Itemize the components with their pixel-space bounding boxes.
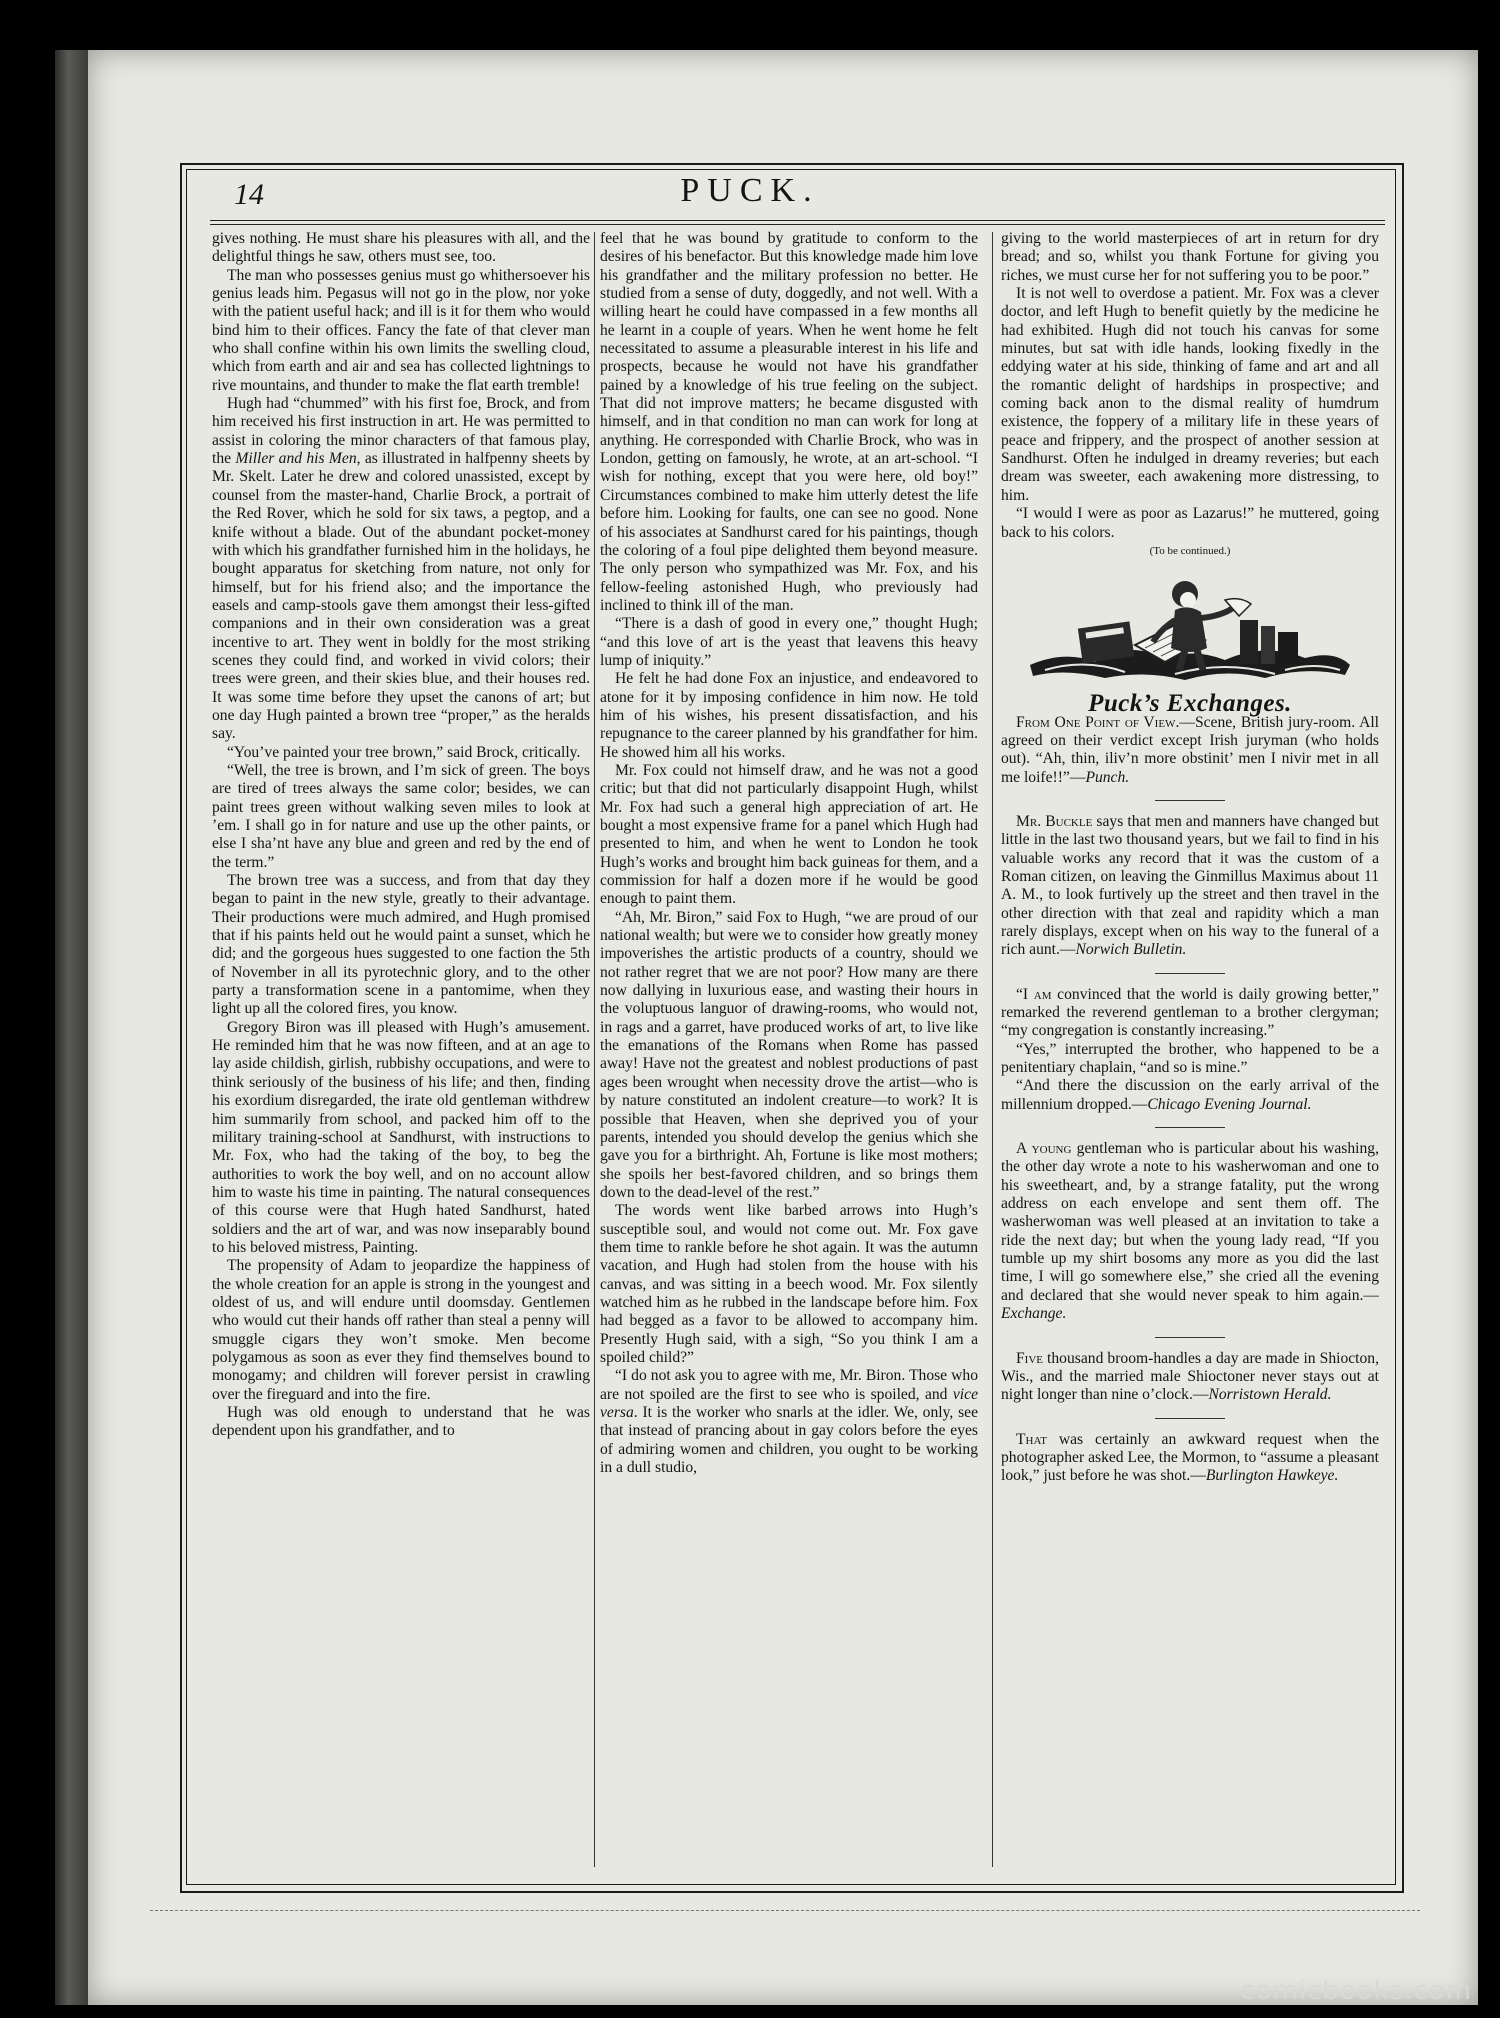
separator-rule xyxy=(1155,1337,1225,1338)
play-title: Miller and his Men xyxy=(235,450,357,468)
paragraph: Hugh was old enough to understand that he was dependent upon his grandfather, and to xyxy=(212,1404,590,1440)
masthead-title: PUCK. xyxy=(680,172,820,209)
paragraph: Gregory Biron was ill pleased with Hugh’s amusement. He reminded him that he was now fifteen, and at an age to lay aside childish, girlish, rubbishy occupations, and were to think seriously of the business of his life; and then, finding his exordium disregarded, the irate old gentleman withdrew him summarily from school, and packed him off to the military training-school at Sandhurst, with instructions to Mr. Fox, who had the taking of the boy, to beg the authorities to work the boy well, and on no account allow him to waste his time in painting. The natural consequences of this course were that Hugh hated Sandhurst, hated soldiers and the art of war, and was now inseparably bound to his beloved mistress, Painting. xyxy=(212,1018,590,1256)
exchange-item: “Yes,” interrupted the brother, who happened to be a penitentiary chaplain, “and so is mine.” xyxy=(1001,1040,1379,1077)
column-rule-1 xyxy=(594,232,595,1867)
watermark: comicbooks.com xyxy=(1240,1976,1472,2006)
paragraph: The propensity of Adam to jeopardize the happiness of the whole creation for an apple is strong in the youngest and oldest of us, and will endure until doomsday. Gentlemen who would cut their hands off rather than steal a penny will smuggle cigars they won’t smoke. Men become polygamous as soon as ever they find themselves bound to monogamy; and children will forever persist in crawling over the fireguard and into the fire. xyxy=(212,1257,590,1403)
separator-rule xyxy=(1155,973,1225,974)
header-rule-double xyxy=(210,224,1385,225)
separator-rule xyxy=(1155,800,1225,801)
exchange-item: Five thousand broom-handles a day are made in Shiocton, Wis., and the married male Shioctoner never stays out at night longer than nine o’clock.—Norristown Herald. xyxy=(1001,1349,1379,1404)
separator-rule xyxy=(1155,1127,1225,1128)
exchange-item: From One Point of View.—Scene, British jury-room. All agreed on their verdict except Irish juryman (who holds out). “Ah, thin, iliv’n more obstinit’ men I nivir met in all me loife!!”—Punch. xyxy=(1001,713,1379,786)
page-edge xyxy=(55,50,88,2005)
exchange-item: A young gentleman who is particular about his washing, the other day wrote a note to his washerwoman and one to his sweetheart, and, by a strange fatality, put the wrong address on each envelope and sent them off. The washerwoman was well pleased at an invitation to take a ride the next day; but when the young lady read, “If you tumble up my shirt bosoms any more as you did the last time, I will go somewhere else,” she cried all the evening and declared that she would never speak to him again.—Exchange. xyxy=(1001,1140,1379,1323)
paragraph: “Ah, Mr. Biron,” said Fox to Hugh, “we are proud of our national wealth; but were we to consider how greatly money impoverishes the artistic products of a country, should we not rather regret that we are not poor? How many are there now dallying in luxurious ease, and wasting their hours in the voluptuous languor of drawing-rooms, who would not, in rags and a garret, have produced works of art, to live like the emanations of the Romans when Rome has passed away! Have not the greatest and noblest productions of past ages been wrought when necessity drove the artist—who is by nature constituted an indolent creature—to work? It is possible that Heaven, when she deprived you of your parents, intended you should develop the genius which she gave you for a birthright. Ah, Fortune is like most mothers; she spoils her best-favored children, and so brings them down to the dead-level of the rest.” xyxy=(600,908,978,1201)
exchange-source: Norwich Bulletin. xyxy=(1075,941,1187,959)
paragraph: The man who possesses genius must go whithersoever his genius leads him. Pegasus will not go in the plow, nor yoke with the patient useful hack; and ill is it for them who would bind him to their offices. Fancy the fate of that clever man who shall confine within his own limits the swelling cloud, which from earth and air and sea has collected lightnings to rive mountains, and thunder to make the flat earth tremble! xyxy=(212,266,590,394)
paragraph: gives nothing. He must share his pleasures with all, and the delightful things he saw, others must see, too. xyxy=(212,230,590,266)
paragraph: “I do not ask you to agree with me, Mr. Biron. Those who are not spoiled are the first to see who is spoiled, and vice versa. It is the worker who snarls at the idler. We, only, see that instead of prancing about in gay colors before the eyes of admiring women and children, you ought to be working in a dull studio, xyxy=(600,1367,978,1477)
exchange-source: Norristown Herald. xyxy=(1208,1386,1332,1404)
column-2 xyxy=(600,230,978,1870)
separator-rule xyxy=(1155,1418,1225,1419)
exchange-source: Burlington Hawkeye. xyxy=(1205,1467,1339,1485)
exchange-item: “And there the discussion on the early arrival of the millennium dropped.—Chicago Evening Journal. xyxy=(1001,1077,1379,1113)
exchanges-vignette-illustration xyxy=(1025,570,1355,695)
exchange-source: Punch. xyxy=(1085,768,1130,786)
exchange-item: That was certainly an awkward request when the photographer asked Lee, the Mormon, to “assume a pleasant look,” just before he was shot.—Burlington Hawkeye. xyxy=(1001,1430,1379,1485)
paragraph: Mr. Fox could not himself draw, and he was not a good critic; but that did not particularly disappoint Hugh, whilst Mr. Fox had such a general high appreciation of art. He bought a most expensive frame for a panel which Hugh had presented to him, and when he went to London he took Hugh’s works and brought him back guineas for them, and a commission for half a dozen more if he would be good enough to paint them. xyxy=(600,761,978,908)
exchanges-section-title: Puck’s Exchanges. xyxy=(1088,690,1292,718)
paragraph: Hugh had “chummed” with his first foe, Brock, and from him received his first instruction in art. He was permitted to assist in coloring the minor characters of that famous play, the Miller and his Men, as illustrated in halfpenny sheets by Mr. Skelt. Later he drew and colored unassisted, except by counsel from the master-hand, Charlie Brock, a portrait of the Red Rover, which he sold for six taws, a pegtop, and a knife without a blade. Out of the abundant pocket-money with which his grandfather furnished him in the holidays, he bought apparatus for sketching from nature, not only for himself, but for his friend also; and the importance the easels and camp-stools gave them amongst their less-gifted companions and in their own consideration was a great incentive to art. They went in boldly for the most striking scenes they could find, and worked in vivid colors; their trees were green, and their skies blue, and their houses red. It was some time before they upset the canons of art; but one day Hugh painted a brown tree “proper,” as the heralds say. xyxy=(212,395,590,743)
exchange-item: “I am convinced that the world is daily growing better,” remarked the reverend gentleman to a brother clergyman; “my congregation is constantly increasing.” xyxy=(1001,985,1379,1040)
header-rule xyxy=(210,220,1385,221)
paragraph: “There is a dash of good in every one,” thought Hugh; “and this love of art is the yeast that leavens this heavy lump of iniquity.” xyxy=(600,615,978,669)
page-number: 14 xyxy=(234,178,264,211)
paragraph: “Well, the tree is brown, and I’m sick of green. The boys are tired of trees always the same color; besides, we can paint trees green without walking seven miles to look at ’em. I shall go in for nature and use up the other paints, or else I sha’nt have any blue and green and red by the end of the term.” xyxy=(212,761,590,871)
bottom-rule xyxy=(150,1910,1420,1911)
paragraph: giving to the world masterpieces of art in return for dry bread; and so, whilst you thank Fortune for giving you riches, we must curse her for not suffering you to be poor.” xyxy=(1001,230,1379,284)
paragraph: “I would I were as poor as Lazarus!” he muttered, going back to his colors. xyxy=(1001,505,1379,541)
paragraph: The words went like barbed arrows into Hugh’s susceptible soul, and would not come out. Mr. Fox gave them time to rankle before he shot again. It was the autumn vacation, and Hugh had stolen from the house with his canvas, and was sitting in a beech wood. Mr. Fox silently watched him as he rubbed in the landscape before him. Fox had begged as a favor to be allowed to accompany him. Presently Hugh said, with a sigh, “So you think I am a spoiled child?” xyxy=(600,1202,978,1366)
paragraph: He felt he had done Fox an injustice, and endeavored to atone for it by imposing confidence in him now. He told him of his wishes, his present dissatisfaction, and his repugnance to the career planned by his grandfather for him. He showed him all his works. xyxy=(600,670,978,761)
exchange-source: Chicago Evening Journal. xyxy=(1147,1095,1312,1113)
column-rule-2 xyxy=(992,232,993,1867)
exchange-source: Exchange. xyxy=(1001,1305,1067,1323)
exchange-item: Mr. Buckle says that men and manners have changed but little in the last two thousand years, but we fail to find in his valuable works any record that it was the custom of a Roman citizen, on leaving the Ginmillus Maximus about 11 A. M., to look furtively up the street and then travel in the other direction with that zeal and rapidity which a man rarely displays, except when on his way to the funeral of a rich aunt.—Norwich Bulletin. xyxy=(1001,812,1379,959)
column-1 xyxy=(212,230,590,1870)
paragraph: “You’ve painted your tree brown,” said Brock, critically. xyxy=(227,743,581,761)
paragraph: It is not well to overdose a patient. Mr. Fox was a clever doctor, and left Hugh to benefit quietly by the medicine he had exhibited. Hugh did not touch his canvas for some minutes, but sat with idle hands, looking fixedly in the eddying water at his side, thinking of fame and art and all the romantic delight of hardships in prospective; and coming back anon to the dismal reality of humdrum existence, the foppery of a military life in these years of peace and frippery, and the prospect of another session at Sandhurst. Often he indulged in dreamy reveries; but each dream was sweeter, each awakening more distressing, to him. xyxy=(1001,285,1379,504)
paragraph: The brown tree was a success, and from that day they began to paint in the new style, greatly to their advantage. Their productions were much admired, and Hugh promised that if his paints held out he would paint a sunset, which he did; and the gorgeous hues suggested to one faction the 5th of November in all its pyrotechnic glory, and to the other party a transformation scene in a pantomime, when they light up all the colored fires, you know. xyxy=(212,872,590,1018)
to-be-continued: (To be continued.) xyxy=(1149,544,1231,557)
paragraph: feel that he was bound by gratitude to conform to the desires of his benefactor. But this knowledge made him love his grandfather and the military profession no better. He studied from a sense of duty, doggedly, and not well. With a willing heart he could have compassed in a few months all he learnt in a couple of years. When he went home he felt necessitated to assume a pleasurable interest in his life and prospects, because he would not have his grandfather pained by a knowledge of his true feeling on the subject. That did not improve matters; he became disgusted with himself, and in that condition no man can work for long at anything. He corresponded with Charlie Brock, who was in London, getting on famously, he wrote, at an art-school. “I wish for nothing, except that you were here, old boy!” Circumstances combined to make him utterly detest the life before him. Looking for faults, one can see no good. None of his associates at Sandhurst cared for his paintings, though the coloring of a foul pipe delighted them beyond measure. The only person who sympathized was Mr. Fox, and his fellow-feeling astonished Hugh, who previously had inclined to think ill of the man. xyxy=(600,230,978,614)
column-3 xyxy=(1001,230,1379,1870)
